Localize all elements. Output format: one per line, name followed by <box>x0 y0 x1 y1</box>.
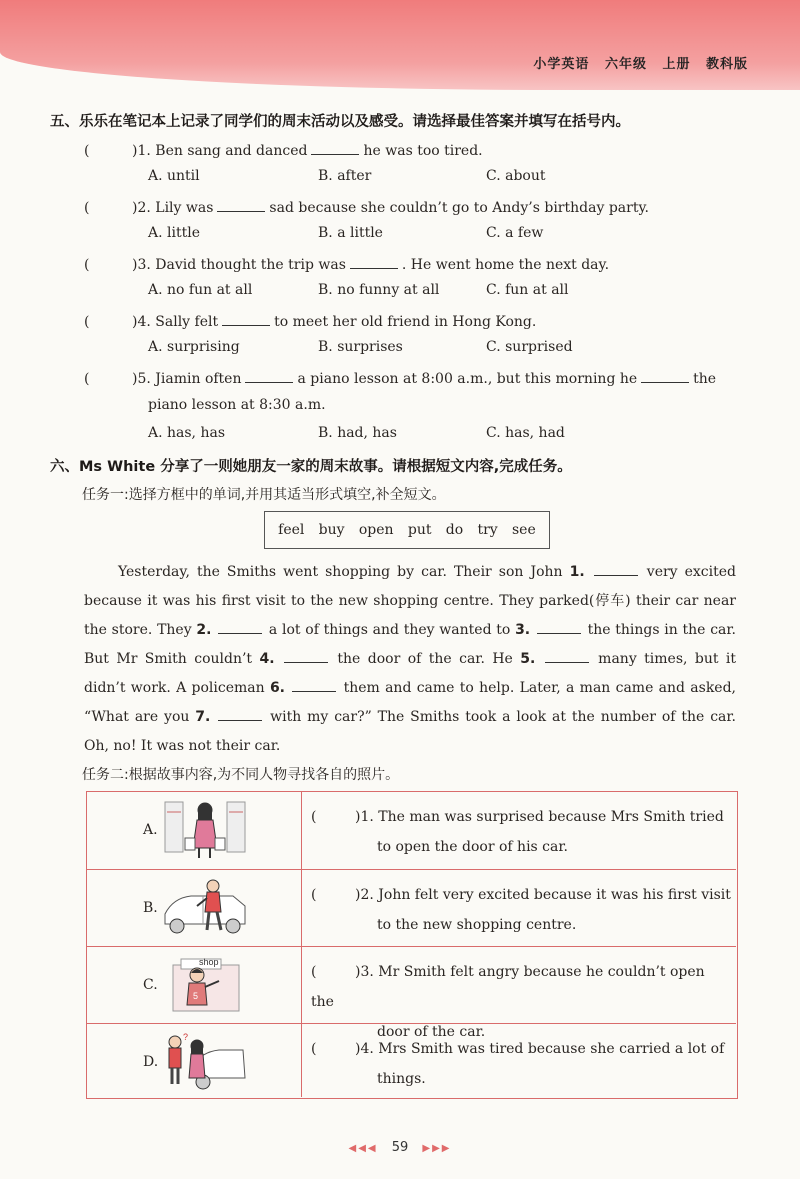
question-text-middle: a piano lesson at 8:00 a.m., but this morning he <box>297 371 638 387</box>
statement-number: )3. <box>355 964 374 980</box>
word-option: see <box>511 522 536 538</box>
story-text: with my car?” The Smiths took a look at the number of the car. <box>264 709 736 725</box>
matching-table <box>86 791 738 1099</box>
answer-paren[interactable]: ( <box>84 371 90 387</box>
option-a[interactable]: A. until <box>148 168 200 184</box>
book-title: 小学英语 六年级 上册 教科版 <box>533 57 748 72</box>
answer-paren[interactable]: ( <box>311 887 317 903</box>
woman-shopping-bags-icon <box>163 798 247 862</box>
question-text: David thought the trip was <box>155 257 346 273</box>
shop-sign: shop <box>199 957 219 967</box>
story-text: didn’t work. A policeman <box>84 680 270 696</box>
blank-number: 7. <box>195 709 211 725</box>
question-text: Jiamin often <box>155 371 242 387</box>
option-b[interactable]: B. had, has <box>318 425 397 441</box>
story-text: a lot of things and they wanted to <box>264 622 516 638</box>
story-text: Oh, no! It was not their car. <box>84 738 281 754</box>
statement-line2: things. <box>377 1071 426 1087</box>
story-text: the things in the car. <box>582 622 737 638</box>
blank-number: 3. <box>515 622 531 638</box>
word-option: try <box>477 522 498 538</box>
question-text-end: the <box>693 371 717 387</box>
question-text-end: he was too tired. <box>363 143 483 159</box>
answer-blank[interactable] <box>245 368 293 383</box>
story-blank[interactable] <box>594 561 638 576</box>
left-arrows-icon: ◀◀◀ <box>348 1143 378 1154</box>
option-a[interactable]: A. little <box>148 225 200 241</box>
answer-paren[interactable]: ( <box>84 200 90 216</box>
story-blank[interactable] <box>545 648 589 663</box>
word-option: buy <box>318 522 345 538</box>
option-b[interactable]: B. surprises <box>318 339 403 355</box>
question-text: Lily was <box>155 200 214 216</box>
story-text: because it was his first visit to the new shopping centre. They parked(停车) their car near <box>84 593 736 609</box>
blank-number: 6. <box>269 680 285 696</box>
option-c[interactable]: C. has, had <box>486 425 565 441</box>
table-row <box>87 1023 736 1100</box>
answer-blank[interactable] <box>222 311 270 326</box>
story-text: But Mr Smith couldn’t <box>84 651 260 667</box>
table-row <box>87 792 736 869</box>
option-b[interactable]: B. a little <box>318 225 383 241</box>
option-c[interactable]: C. a few <box>486 225 544 241</box>
man-and-woman-at-car-icon <box>163 1030 247 1094</box>
story-line <box>84 645 736 674</box>
story-line <box>84 558 736 587</box>
story-text: very excited <box>639 564 737 580</box>
story-paragraph <box>84 558 736 761</box>
task2-title: 任务二:根据故事内容,为不同人物寻找各自的照片。 <box>82 767 400 783</box>
word-option: put <box>407 522 432 538</box>
svg-text:?: ? <box>183 1032 189 1042</box>
answer-paren[interactable]: ( <box>311 809 317 825</box>
answer-paren[interactable]: ( <box>84 143 90 159</box>
answer-paren[interactable]: ( <box>84 257 90 273</box>
statement-line1: The man was surprised because Mrs Smith tried <box>378 809 724 825</box>
question-line2: piano lesson at 8:30 a.m. <box>148 397 326 413</box>
story-blank[interactable] <box>218 706 262 721</box>
story-text: “What are you <box>84 709 196 725</box>
task1-title: 任务一:选择方框中的单词,并用其适当形式填空,补全短文。 <box>82 487 446 503</box>
answer-blank[interactable] <box>350 254 398 269</box>
story-text: the store. They <box>84 622 197 638</box>
section6-title: 六、Ms White 分享了一则她朋友一家的周末故事。请根据短文内容,完成任务。 <box>50 459 572 475</box>
picture-label: D. <box>143 1054 159 1070</box>
statement <box>311 802 731 862</box>
svg-text:5: 5 <box>193 991 199 1001</box>
question-4 <box>84 311 536 330</box>
option-b[interactable]: B. no funny at all <box>318 282 440 298</box>
option-a[interactable]: A. has, has <box>148 425 226 441</box>
question-text: Ben sang and danced <box>155 143 308 159</box>
table-row <box>87 869 736 946</box>
answer-blank[interactable] <box>641 368 689 383</box>
story-line <box>84 674 736 703</box>
picture-label: C. <box>143 977 158 993</box>
word-option: open <box>358 522 394 538</box>
story-line <box>84 703 736 732</box>
story-blank[interactable] <box>284 648 328 663</box>
option-a[interactable]: A. surprising <box>148 339 240 355</box>
statement-number: )2. <box>355 887 374 903</box>
answer-blank[interactable] <box>311 140 359 155</box>
answer-paren[interactable]: ( <box>311 1041 317 1057</box>
question-number: )5. <box>132 371 151 387</box>
statement-number: )1. <box>355 809 374 825</box>
statement-line1: John felt very excited because it was his first visit <box>378 887 731 903</box>
page-footer <box>0 1140 800 1155</box>
question-3 <box>84 254 609 273</box>
question-number: )1. <box>132 143 151 159</box>
story-line <box>84 587 736 616</box>
story-text: many times, but it <box>590 651 737 667</box>
option-c[interactable]: C. fun at all <box>486 282 569 298</box>
man-at-car-door-icon <box>163 876 247 940</box>
header-band <box>0 0 800 90</box>
statement <box>311 1034 731 1094</box>
story-text: Yesterday, the Smiths went shopping by car. Their son John <box>118 564 570 580</box>
word-box <box>264 511 550 549</box>
header-wave <box>0 0 800 90</box>
question-text-end: sad because she couldn’t go to Andy’s birthday party. <box>269 200 649 216</box>
question-text: Sally felt <box>155 314 219 330</box>
question-text-end: . He went home the next day. <box>401 257 610 273</box>
blank-number: 2. <box>196 622 212 638</box>
word-option: feel <box>278 522 305 538</box>
story-line <box>84 616 736 645</box>
table-row <box>87 946 736 1040</box>
story-blank[interactable] <box>218 619 262 634</box>
question-number: )2. <box>132 200 151 216</box>
question-2 <box>84 197 649 216</box>
answer-blank[interactable] <box>217 197 265 212</box>
story-text: them and came to help. Later, a man came and asked, <box>338 680 736 696</box>
option-b[interactable]: B. after <box>318 168 372 184</box>
picture-label: B. <box>143 900 158 916</box>
option-c[interactable]: C. surprised <box>486 339 573 355</box>
question-text-end: to meet her old friend in Hong Kong. <box>274 314 537 330</box>
question-1 <box>84 140 483 159</box>
answer-paren[interactable]: ( <box>84 314 90 330</box>
statement-line2: to the new shopping centre. <box>377 917 577 933</box>
statement-line2: door of the car. <box>377 1024 486 1040</box>
page-number: 59 <box>391 1140 409 1155</box>
story-text: the door of the car. He <box>329 651 521 667</box>
answer-paren[interactable]: ( <box>311 964 317 980</box>
statement <box>311 880 731 940</box>
story-line <box>84 732 736 761</box>
option-c[interactable]: C. about <box>486 168 546 184</box>
right-arrows-icon: ▶▶▶ <box>422 1143 452 1154</box>
option-a[interactable]: A. no fun at all <box>148 282 253 298</box>
word-option: do <box>445 522 464 538</box>
story-blank[interactable] <box>292 677 336 692</box>
statement-line1: Mr Smith felt angry because he couldn’t open the <box>311 964 705 1010</box>
blank-number: 5. <box>520 651 536 667</box>
story-blank[interactable] <box>537 619 581 634</box>
picture-label: A. <box>143 822 158 838</box>
section5-title: 五、乐乐在笔记本上记录了同学们的周末活动以及感受。请选择最佳答案并填写在括号内。 <box>50 114 630 130</box>
statement-number: )4. <box>355 1041 374 1057</box>
blank-number: 4. <box>259 651 275 667</box>
statement-line2: to open the door of his car. <box>377 839 568 855</box>
question-5 <box>84 368 736 387</box>
statement-line1: Mrs Smith was tired because she carried a lot of <box>378 1041 725 1057</box>
blank-number: 1. <box>569 564 585 580</box>
question-number: )3. <box>132 257 151 273</box>
question-number: )4. <box>132 314 151 330</box>
